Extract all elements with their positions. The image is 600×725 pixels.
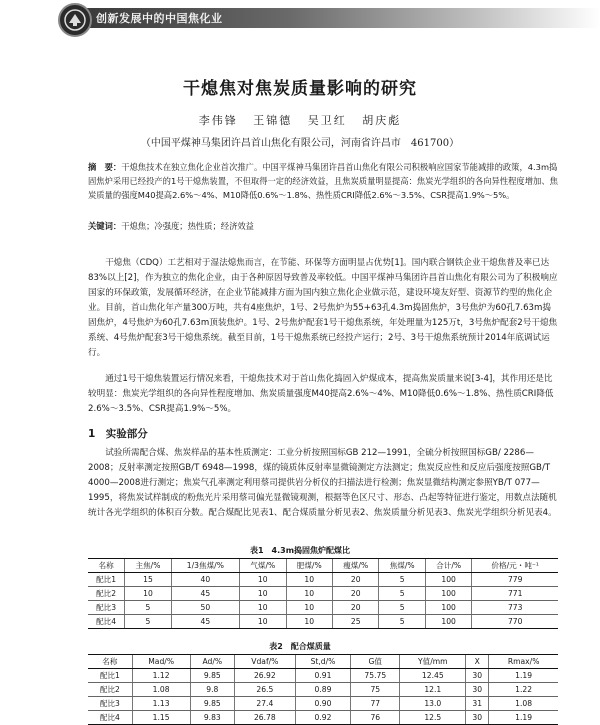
table2-blend-quality [88, 654, 558, 725]
table-cell: 12.45 [400, 669, 466, 683]
intro-paragraph-1: 干熄焦（CDQ）工艺相对于湿法熄焦而言，在节能、环保等方面明显占优势[1]。国内联合钢铁企业干熄焦普及率已达83%以上[2]，作为独立的焦化企业，由于各种原因导致普及率较低。中国平煤神马集团许昌首山焦化有限公司为了积极响应国家的环保政策，发展循环经济，在企业节能减排方面为国内独立焦化企业做示范，建设环境友好型、资源节约型的焦化企业。目前，首山焦化年产量300万吨，共有4座焦炉，1号、2号焦炉为55+63孔4.3m捣固焦炉，3号焦炉为60孔7.63m捣固焦炉，4号焦炉为60孔7.63m顶装焦炉。1号、2号焦炉配套1号干熄焦系统，年处理量为125万t，3号焦炉配套2号干熄焦系统、4号焦炉配套3号干熄焦系统。截至目前，1号干熄焦系统已经投产运行；2号、3号干熄焦系统预计2014年底调试运行。 [88, 258, 558, 358]
table-header-cell: 气煤/% [240, 559, 286, 573]
table-cell: 45 [171, 587, 239, 601]
table-cell: 5 [379, 573, 425, 587]
table-cell: 26.5 [235, 683, 296, 697]
table-header-cell: 价格/元・吨⁻¹ [472, 559, 558, 573]
table-cell: 配比3 [88, 601, 125, 615]
table-header-cell: 焦煤/% [379, 559, 425, 573]
paper-title: 干熄焦对焦炭质量影响的研究 [183, 79, 417, 99]
table-header-cell: Vdaf/% [235, 655, 296, 669]
table-cell: 773 [472, 601, 558, 615]
table-header-cell: 肥煤/% [286, 559, 332, 573]
table-cell: 1.15 [132, 711, 190, 725]
abstract [88, 160, 558, 202]
table-cell: 9.85 [190, 697, 235, 711]
table-cell: 配比2 [88, 587, 125, 601]
table-cell: 配比4 [88, 711, 132, 725]
keywords-text: 干熄焦；冷强度；热性质；经济效益 [121, 221, 254, 231]
table-cell: 50 [171, 601, 239, 615]
table-cell: 20 [332, 587, 378, 601]
table-header-cell: 名称 [88, 559, 125, 573]
table-cell: 10 [240, 615, 286, 629]
table-cell: 1.12 [132, 669, 190, 683]
table-cell: 40 [171, 573, 239, 587]
table-row [88, 683, 558, 697]
table-cell: 26.92 [235, 669, 296, 683]
abstract-text: 干熄焦技术在独立焦化企业首次推广。中国平煤神马集团许昌首山焦化有限公司积极响应国家节能减排的政策，4.3m捣固焦炉采用已经投产的1号干熄焦装置，不但取得一定的经济效益，且焦炭质量明显提高：焦炭光学组织的各向异性程度增加、焦炭质量的强度M40提高2.6%～4%、M10降低0.6%～1.8%、热性质CRI降低2.6%～3.5%、CSR提高1.9%～5%。 [88, 162, 558, 200]
table-row [88, 697, 558, 711]
table-cell: 15 [125, 573, 171, 587]
table-cell: 12.1 [400, 683, 466, 697]
section-heading: 1 实验部分 [88, 428, 148, 440]
table-cell: 12.5 [400, 711, 466, 725]
table-cell: 20 [332, 601, 378, 615]
table-cell: 75 [351, 683, 400, 697]
table-cell: 配比1 [88, 573, 125, 587]
table1-coal-blend-ratio [88, 558, 558, 629]
table-cell: 1.13 [132, 697, 190, 711]
table-cell: 10 [240, 587, 286, 601]
table-row [88, 573, 558, 587]
table-cell: 45 [171, 615, 239, 629]
table-cell: 10 [286, 587, 332, 601]
table-header-cell: G值 [351, 655, 400, 669]
table-cell: 100 [425, 573, 471, 587]
table-cell: 100 [425, 601, 471, 615]
table-cell: 配比3 [88, 697, 132, 711]
table-cell: 771 [472, 587, 558, 601]
table-row [88, 669, 558, 683]
table-header-cell: 主焦/% [125, 559, 171, 573]
table-cell: 31 [466, 697, 489, 711]
table2-caption: 表2 配合煤质量 [269, 642, 331, 651]
table-header-cell: X [466, 655, 489, 669]
table-cell: 30 [466, 669, 489, 683]
table-cell: 13.0 [400, 697, 466, 711]
affiliation: （中国平煤神马集团许昌首山焦化有限公司，河南省许昌市 461700） [140, 138, 460, 149]
author-name: 王锦德 [253, 114, 293, 127]
table-header-cell: 瘦煤/% [332, 559, 378, 573]
journal-header [0, 0, 600, 40]
table-cell: 77 [351, 697, 400, 711]
table-cell: 770 [472, 615, 558, 629]
table-cell: 75.75 [351, 669, 400, 683]
table-cell: 9.83 [190, 711, 235, 725]
table-cell: 1.08 [489, 697, 558, 711]
table-cell: 5 [379, 601, 425, 615]
table-cell: 5 [379, 615, 425, 629]
table-cell: 0.91 [295, 669, 351, 683]
table-row [88, 587, 558, 601]
table-cell: 10 [286, 573, 332, 587]
table-cell: 76 [351, 711, 400, 725]
keywords-label: 关键词： [88, 221, 122, 231]
table-cell: 30 [466, 683, 489, 697]
table-cell: 10 [240, 573, 286, 587]
abstract-label: 摘 要： [88, 162, 122, 172]
table-cell: 0.90 [295, 697, 351, 711]
table-cell: 26.78 [235, 711, 296, 725]
table-cell: 1.19 [489, 711, 558, 725]
table-cell: 配比1 [88, 669, 132, 683]
table-header-cell: Ad/% [190, 655, 235, 669]
table-cell: 30 [466, 711, 489, 725]
table-cell: 0.92 [295, 711, 351, 725]
table-header-cell: Y值/mm [400, 655, 466, 669]
table-cell: 1.19 [489, 669, 558, 683]
table-row [88, 615, 558, 629]
keywords [88, 220, 558, 232]
journal-logo-icon [58, 3, 92, 37]
table-cell: 10 [240, 601, 286, 615]
author-name: 胡庆彪 [362, 114, 402, 127]
table-row [88, 711, 558, 725]
table-header-cell: 合计/% [425, 559, 471, 573]
table-cell: 27.4 [235, 697, 296, 711]
table-header-cell: 名称 [88, 655, 132, 669]
table-cell: 9.85 [190, 669, 235, 683]
table-header-cell: St,d/% [295, 655, 351, 669]
table-cell: 10 [125, 587, 171, 601]
table-cell: 1.22 [489, 683, 558, 697]
table-cell: 9.8 [190, 683, 235, 697]
table-cell: 0.89 [295, 683, 351, 697]
author-list [0, 112, 600, 128]
table-header-cell: Mad/% [132, 655, 190, 669]
author-name: 李伟锋 [198, 114, 238, 127]
table-row [88, 601, 558, 615]
table-cell: 10 [286, 601, 332, 615]
table-cell: 25 [332, 615, 378, 629]
table-cell: 配比2 [88, 683, 132, 697]
table-cell: 20 [332, 573, 378, 587]
table-cell: 1.08 [132, 683, 190, 697]
experiment-paragraph: 试验所需配合煤、焦炭样品的基本性质测定：工业分析按照国标GB 212—1991，全硫分析按照国标GB/ 2286—2008；反射率测定按照GB/T 6948—1998，煤的镜质体反射率显微镜测定方法测定；焦炭反应性和反应后强度按照GB/T 4000—2008进行测定；焦炭气孔率测定利用蔡司提供岩分析仪的扫描法进行检测；焦炭显微结构测定参照YB/T 077—1995，将焦炭试样制成的粉焦光片采用蔡司偏光显微镜观测，根据等色区尺寸、形态、凸起等特征进行鉴定，用数点法随机统计各光学组织的体积百分数。配合煤配比见表1、配合煤质量分析见表2、焦炭质量分析见表3、焦炭光学组织分析见表4。 [88, 448, 557, 518]
table-cell: 5 [125, 615, 171, 629]
author-name: 吴卫红 [307, 114, 347, 127]
table-cell: 5 [379, 587, 425, 601]
table-header-cell: 1/3焦煤/% [171, 559, 239, 573]
table1-caption: 表1 4.3m捣固焦炉配煤比 [249, 546, 351, 555]
table-header-cell: Rmax/% [489, 655, 558, 669]
journal-name: 创新发展中的中国焦化业 [96, 12, 223, 25]
table-cell: 100 [425, 587, 471, 601]
table-cell: 100 [425, 615, 471, 629]
table-cell: 配比4 [88, 615, 125, 629]
table-cell: 779 [472, 573, 558, 587]
table-cell: 10 [286, 615, 332, 629]
intro-paragraph-2: 通过1号干熄焦装置运行情况来看，干熄焦技术对于首山焦化捣固入炉煤成本，提高焦炭质量来说[3-4]，其作用还是比较明显：焦炭光学组织的各向异性程度增加、焦炭质量强度M40提高2.6%～4%、M10降低0.6%～1.8%、热性质CRI降低2.6%～3.5%、CSR提高1.9%～5%。 [88, 374, 554, 414]
table-cell: 5 [125, 601, 171, 615]
